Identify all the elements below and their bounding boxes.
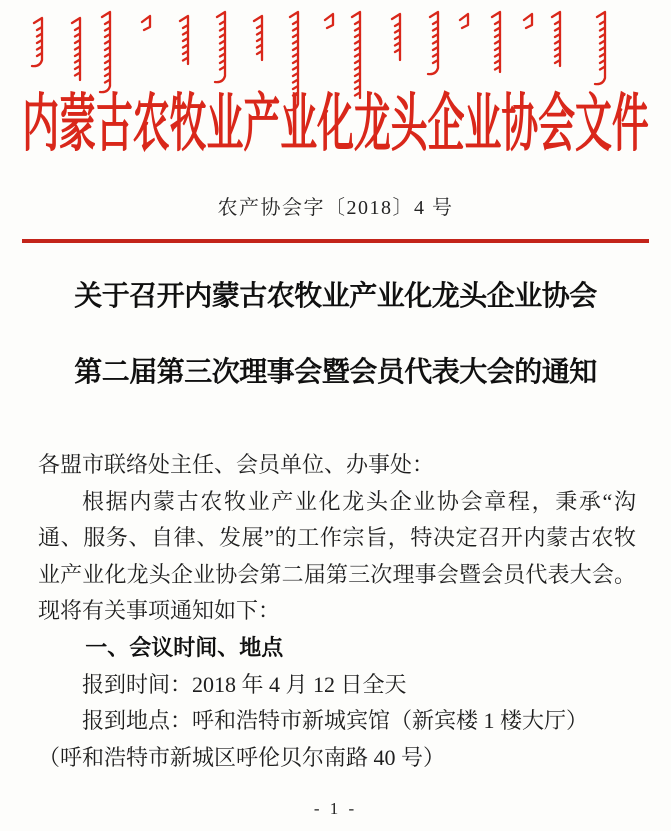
org-title: 内蒙古农牧业产业化龙头企业协会文件 bbox=[22, 88, 649, 159]
masthead bbox=[0, 86, 671, 162]
notice-title-line2: 第二届第三次理事会暨会员代表大会的通知 bbox=[74, 357, 597, 388]
document-body bbox=[38, 447, 636, 776]
registration-place-line: 报到地点：呼和浩特市新城宾馆（新宾楼 1 楼大厅） bbox=[82, 708, 589, 734]
red-divider-line bbox=[22, 239, 649, 243]
section-1-heading: 一、会议时间、地点 bbox=[85, 634, 284, 660]
page-number: - 1 - bbox=[313, 799, 358, 818]
notice-title-line1: 关于召开内蒙古农牧业产业化龙头企业协会 bbox=[74, 281, 597, 312]
intro-paragraph: 根据内蒙古农牧业产业化龙头企业协会章程，秉承“沟通、服务、自律、发展”的工作宗旨，特决定召开内蒙古农牧业产业化龙头企业协会第二届第三次理事会暨会员代表大会。现将有关事项通知如下： bbox=[38, 488, 636, 624]
doc-number: 农产协会字〔2018〕4 号 bbox=[217, 197, 454, 219]
salutation: 各盟市联络处主任、会员单位、办事处： bbox=[38, 452, 435, 477]
registration-time-line: 报到时间：2018 年 4 月 12 日全天 bbox=[82, 671, 407, 697]
address-note-line: （呼和浩特市新城区呼伦贝尔南路 40 号） bbox=[38, 744, 446, 770]
